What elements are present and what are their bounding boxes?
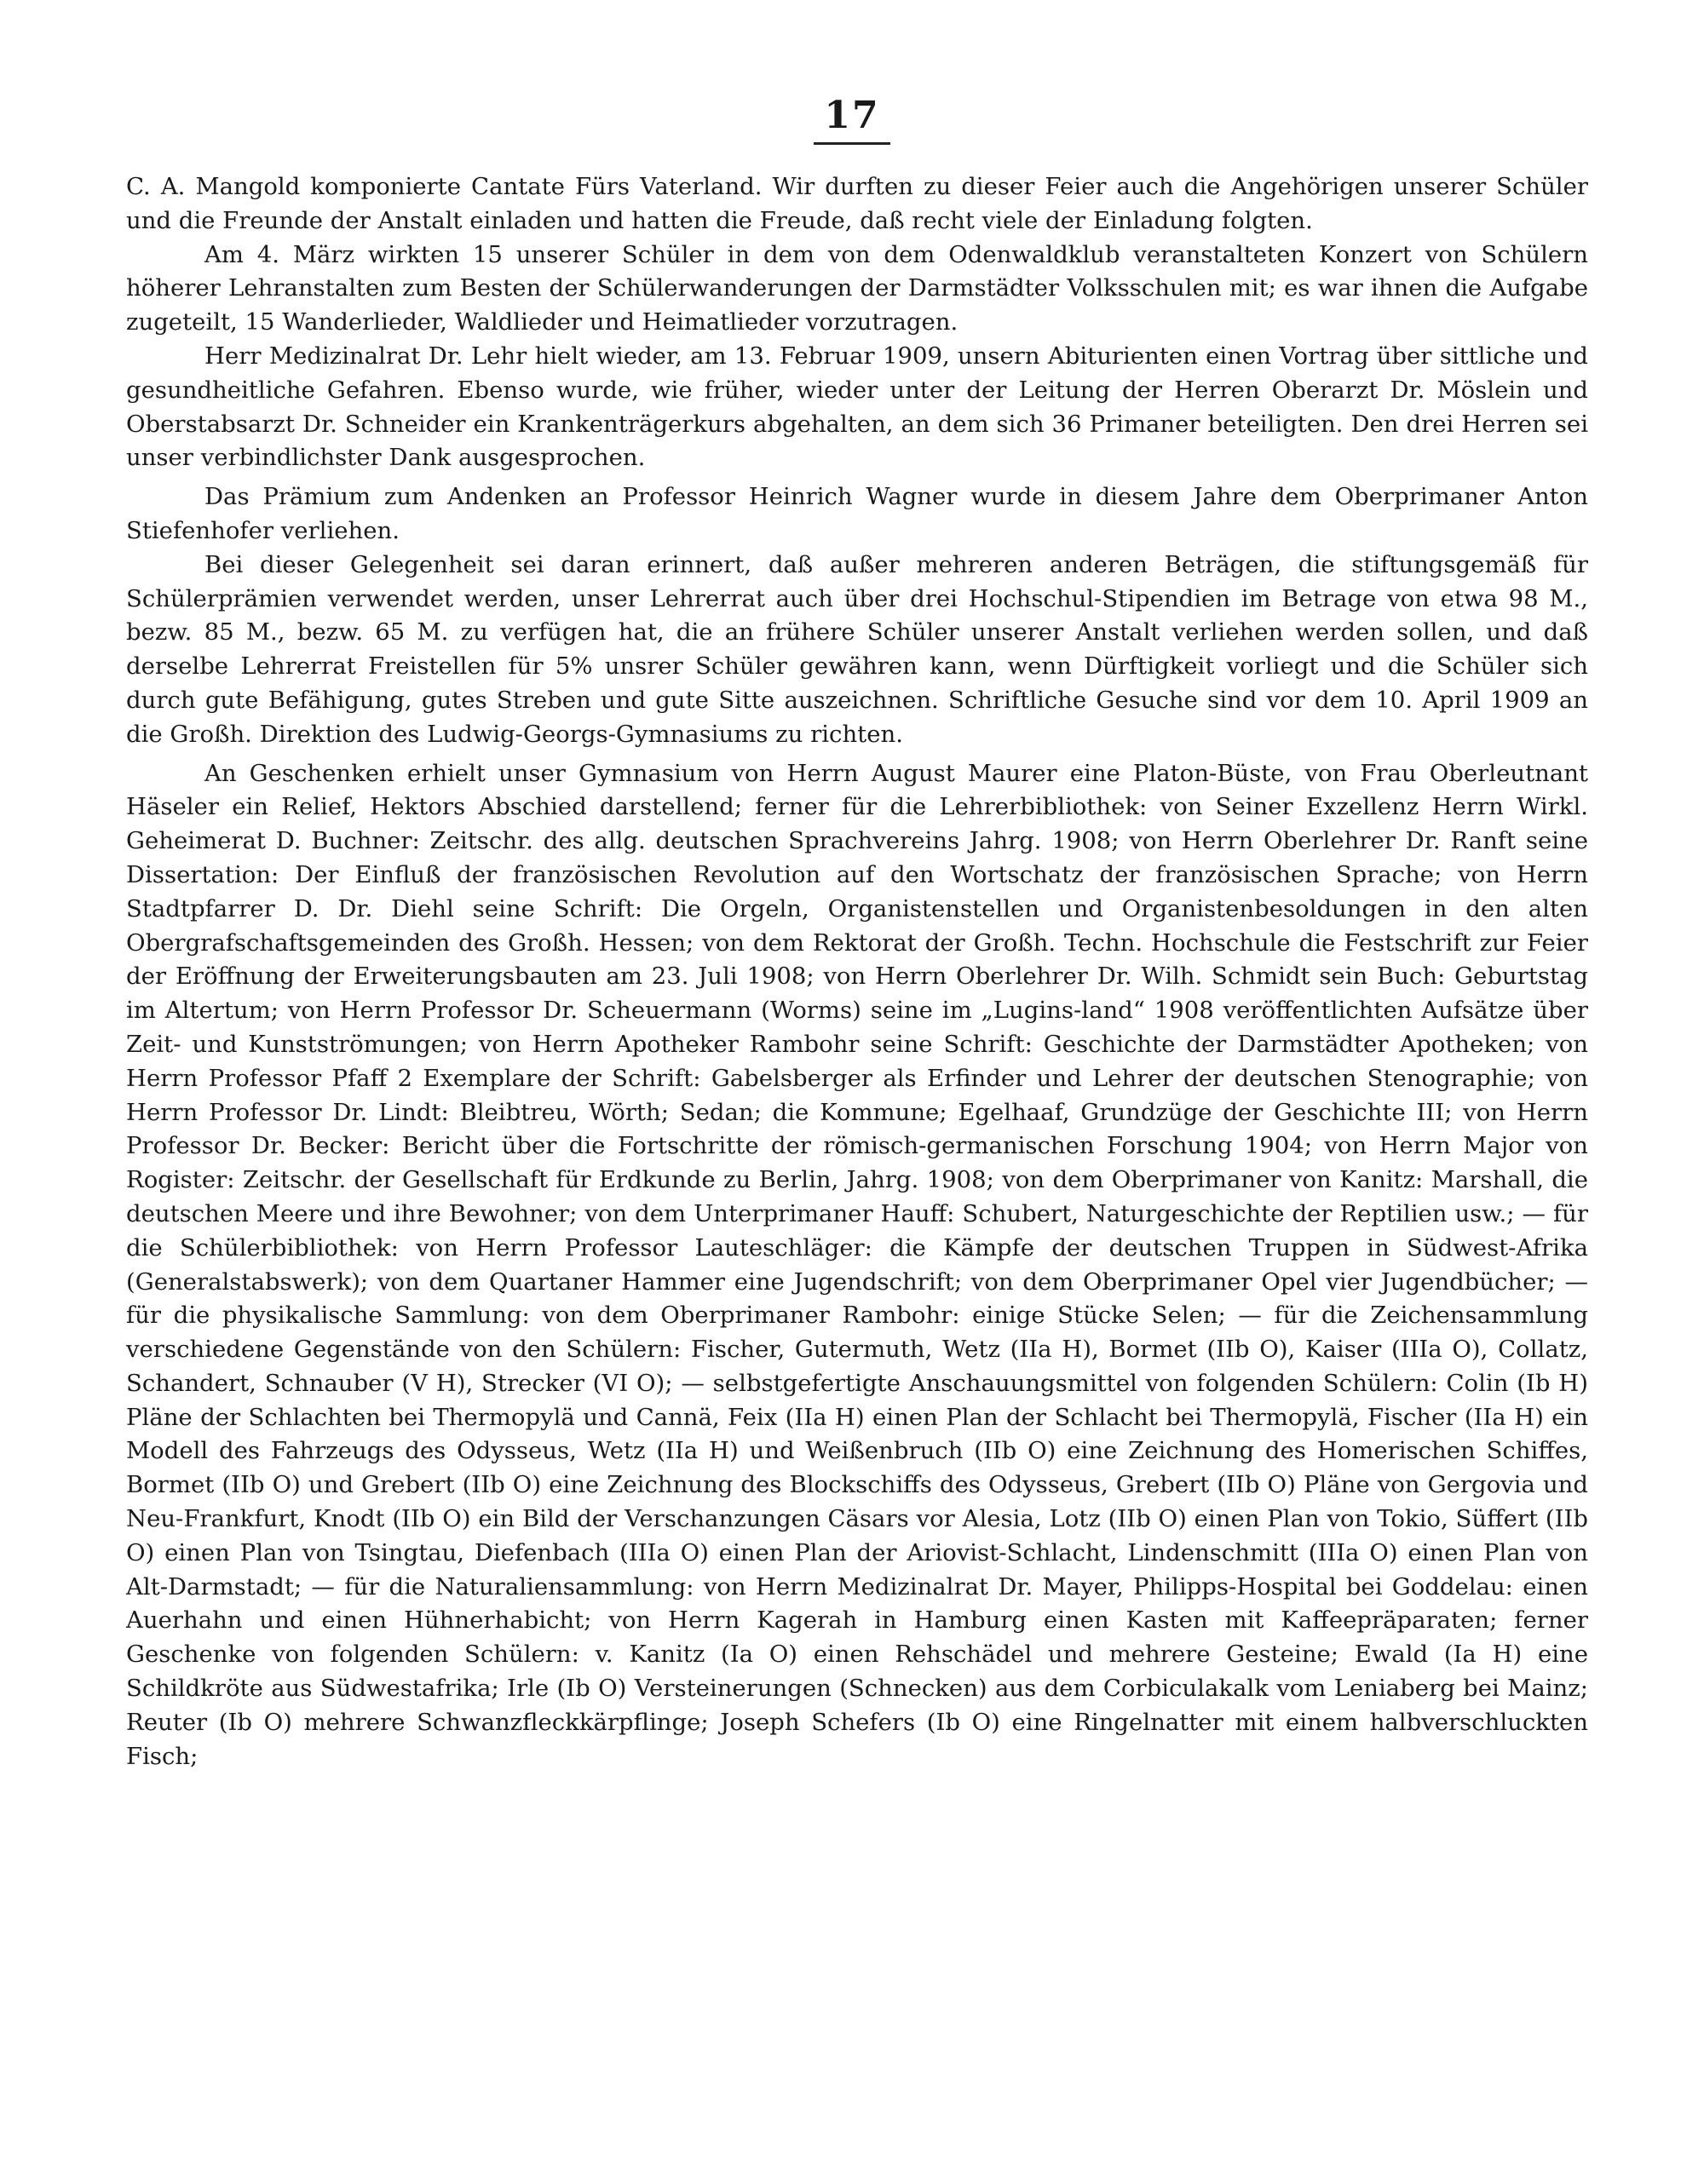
paragraph-geschenke: An Geschenken erhielt unser Gymnasium von Herrn August Maurer eine Platon-Büste, von Frau Oberleutnant Häseler ein Relief, Hektors Abschied darstellend; ferner für die Lehrerbibliothek: von Seiner Exzellenz Herrn Wirkl. Geheimerat D. Buchner: Zeitschr. des allg. deutschen Sprachvereins Jahrg. 1908; von Herrn Oberlehrer Dr. Ranft seine Dissertation: Der Einfluß der französischen Revolution auf den Wortschatz der französischen Sprache; von Herrn Stadtpfarrer D. Dr. Diehl seine Schrift: Die Orgeln, Organistenstellen und Organistenbesoldungen in den alten Obergrafschaftsgemeinden des Großh. Hessen; von dem Rektorat der Großh. Techn. Hochschule die Festschrift zur Feier der Eröffnung der Erweiterungsbauten am 23. Juli 1908; von Herrn Oberlehrer Dr. Wilh. Schmidt sein Buch: Geburtstag im Altertum; von Herrn Professor Dr. Scheuermann (Worms) seine im „Lugins-land“ 1908 veröffentlichten Aufsätze über Zeit- und Kunstströmungen; von Herrn Apotheker Rambohr seine Schrift: Geschichte der Darmstädter Apotheken; von Herrn Professor Pfaff 2 Exemplare der Schrift: Gabelsberger als Erfinder und Lehrer der deutschen Stenographie; von Herrn Professor Dr. Lindt: Bleibtreu, Wörth; Sedan; die Kommune; Egelhaaf, Grundzüge der Geschichte III; von Herrn Professor Dr. Becker: Bericht über die Fortschritte der römisch-germanischen Forschung 1904; von Herrn Major von Rogister: Zeitschr. der Gesellschaft für Erdkunde zu Berlin, Jahrg. 1908; von dem Oberprimaner von Kanitz: Marshall, die deutschen Meere und ihre Bewohner; von dem Unterprimaner Hauff: Schubert, Naturgeschichte der Reptilien usw.; — für die Schülerbibliothek: von Herrn Professor Lauteschläger: die Kämpfe der deutschen Truppen in Südwest-Afrika (Generalstabswerk); von dem Quartaner Hammer eine Jugendschrift; von dem Oberprimaner Opel vier Jugendbücher; — für die physikalische Sammlung: von dem Oberprimaner Rambohr: einige Stücke Selen; — für die Zeichensammlung verschiedene Gegenstände von den Schülern: Fischer, Gutermuth, Wetz (IIa H), Bormet (IIb O), Kaiser (IIIa O), Collatz, Schandert, Schnauber (V H), Strecker (VI O); — selbstgefertigte Anschauungsmittel von folgenden Schülern: Colin (Ib H) Pläne der Schlachten bei Thermopylä und Cannä, Feix (IIa H) einen Plan der Schlacht bei Thermopylä, Fischer (IIa H) ein Modell des Fahrzeugs des Odysseus, Wetz (IIa H) und Weißenbruch (IIb O) eine Zeichnung des Homerischen Schiffes, Bormet (IIb O) und Grebert (IIb O) eine Zeichnung des Blockschiffs des Odysseus, Grebert (IIb O) Pläne von Gergovia und Neu-Frankfurt, Knodt (IIb O) ein Bild der Verschanzungen Cäsars vor Alesia, Lotz (IIb O) einen Plan von Tokio, Süffert (IIb O) einen Plan von Tsingtau, Diefenbach (IIIa O) einen Plan der Ariovist-Schlacht, Lindenschmitt (IIIa O) einen Plan von Alt-Darmstadt; — für die Naturaliensammlung: von Herrn Medizinalrat Dr. Mayer, Philipps-Hospital bei Goddelau: einen Auerhahn und einen Hühnerhabicht; von Herrn Kagerah in Hamburg einen Kasten mit Kaffeepräparaten; ferner Geschenke von folgenden Schülern: v. Kanitz (Ia O) einen Rehschädel und mehrere Gesteine; Ewald (Ia H) eine Schildkröte aus Südwestafrika; Irle (Ib O) Versteinerungen (Schnecken) aus dem Corbiculakalk vom Leniaberg bei Mainz; Reuter (Ib O) mehrere Schwanzfleckkärpflinge; Joseph Schefers (Ib O) eine Ringelnatter mit einem halbverschluckten Fisch; [126,759,1588,1770]
page-number: 17 [814,94,890,145]
paragraph-praemium: Das Prämium zum Andenken an Professor Heinrich Wagner wurde in diesem Jahre dem Oberprimaner Anton Stiefenhofer verliehen. [126,483,1588,544]
paragraph-konzert: Am 4. März wirkten 15 unserer Schüler in dem von dem Odenwaldklub veranstalteten Konzert von Schülern höherer Lehranstalten zum Besten der Schülerwanderungen der Darmstädter Volksschulen mit; es war ihnen die Aufgabe zugeteilt, 15 Wanderlieder, Waldlieder und Heimatlieder vorzutragen. [126,240,1588,336]
body-text [126,170,1588,1773]
paragraph-cantate: C. A. Mangold komponierte Cantate Fürs Vaterland. Wir durften zu dieser Feier auch die Angehörigen unserer Schüler und die Freunde der Anstalt einladen und hatten die Freude, daß recht viele der Einladung folgten. [126,173,1588,234]
paragraph-vortrag: Herr Medizinalrat Dr. Lehr hielt wieder, am 13. Februar 1909, unsern Abiturienten einen Vortrag über sittliche und gesundheitliche Gefahren. Ebenso wurde, wie früher, wieder unter der Leitung der Herren Oberarzt Dr. Möslein und Oberstabsarzt Dr. Schneider ein Krankenträgerkurs abgehalten, an dem sich 36 Primaner beteiligten. Den drei Herren sei unser verbindlichster Dank ausgesprochen. [126,342,1588,472]
paragraph-stipendien: Bei dieser Gelegenheit sei daran erinnert, daß außer mehreren anderen Beträgen, die stiftungsgemäß für Schülerprämien verwendet werden, unser Lehrerrat auch über drei Hochschul-Stipendien im Betrage von etwa 98 M., bezw. 85 M., bezw. 65 M. zu verfügen hat, die an frühere Schüler unserer Anstalt verliehen werden sollen, und daß derselbe Lehrerrat Freistellen für 5% unsrer Schüler gewähren kann, wenn Dürftigkeit vorliegt und die Schüler sich durch gute Befähigung, gutes Streben und gute Sitte auszeichnen. Schriftliche Gesuche sind vor dem 10. April 1909 an die Großh. Direktion des Ludwig-Georgs-Gymnasiums zu richten. [126,550,1588,748]
